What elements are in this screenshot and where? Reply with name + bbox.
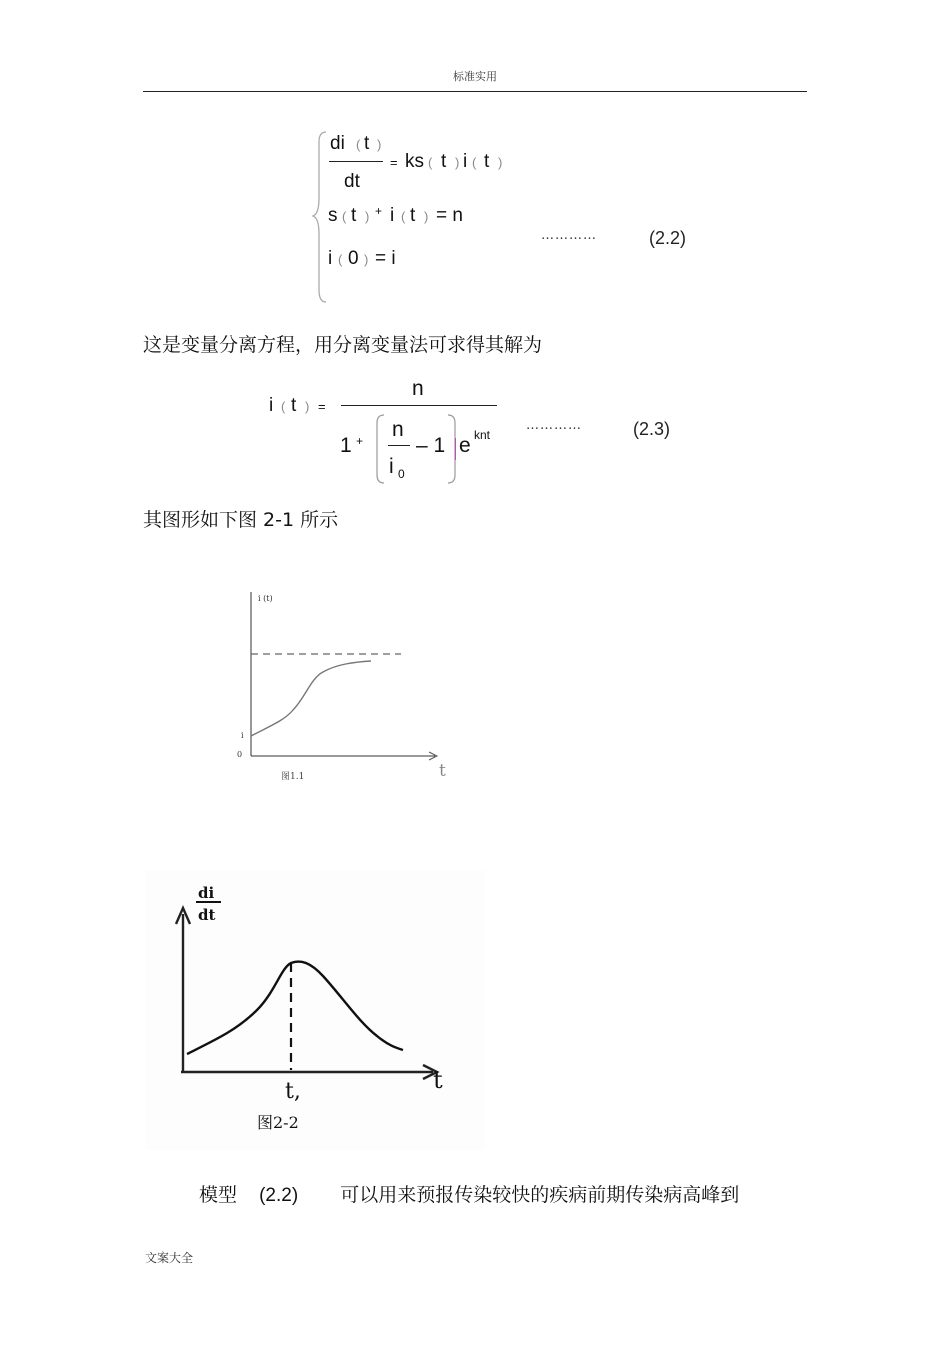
eq22-t: t: [410, 205, 416, 226]
eq23-subscript-0: 0: [398, 467, 405, 481]
eq22-denominator: dt: [344, 171, 360, 192]
eq22-paren: (: [428, 155, 433, 170]
eq22-leader-dots: …………: [541, 228, 597, 243]
eq23-exponent: knt: [474, 428, 491, 442]
eq23-bar-mark: [455, 438, 456, 460]
figure-2-rate-curve: [145, 870, 485, 1150]
eq22-i: i: [390, 205, 395, 226]
eq22-paren: ): [498, 155, 503, 170]
eq22-numerator-di: di: [330, 133, 345, 154]
eq22-number: (2.2): [649, 228, 687, 248]
eq23-inner-fraction-bar: [388, 445, 410, 446]
eq22-equals: =: [390, 155, 398, 170]
eq22-s: s: [328, 205, 338, 226]
eq22-i: i: [463, 151, 468, 172]
eq22-paren: ): [377, 137, 382, 152]
eq23-lhs-i: i: [269, 395, 274, 416]
figure2-peak-label: t,: [285, 1079, 301, 1104]
eq22-zero: 0: [348, 248, 359, 269]
eq22-paren: ): [364, 252, 369, 267]
para3-part3: 可以用来预报传染较快的疾病前期传染病高峰到: [340, 1184, 740, 1206]
figure2-y-label-den: dt: [198, 906, 216, 924]
eq22-plus: +: [375, 204, 383, 218]
eq23-numerator-n: n: [412, 377, 424, 400]
eq23-plus: +: [356, 434, 364, 448]
page-header: 标准实用: [453, 70, 497, 83]
figure2-background: [145, 870, 485, 1150]
eq22-paren: (: [401, 209, 406, 224]
paragraph-figure-ref: 其图形如下图 2-1 所示: [143, 509, 339, 531]
eq22-equals-n: = n: [436, 205, 463, 226]
figure1-y-tick-i: i: [241, 731, 244, 740]
page-footer: 文案大全: [145, 1251, 194, 1265]
figure1-y-label: i (t): [258, 594, 273, 603]
eq22-fraction-bar: [329, 161, 383, 162]
eq22-equals-i: = i: [375, 248, 396, 269]
eq22-t: t: [441, 151, 447, 172]
eq23-paren: (: [281, 399, 286, 414]
eq22-paren: (: [356, 137, 361, 152]
figure1-x-label: t: [439, 761, 446, 781]
eq23-right-paren: [446, 413, 458, 485]
figure-1-logistic-curve: [225, 580, 455, 785]
figure1-origin: 0: [237, 750, 243, 759]
eq22-paren: ): [424, 209, 429, 224]
eq22-paren: ): [365, 209, 370, 224]
header-divider: [143, 91, 807, 92]
paragraph-model-usage: [199, 1180, 739, 1207]
figure2-y-label-num: di: [198, 884, 215, 902]
figure2-caption: 图2-2: [257, 1113, 299, 1132]
eq22-i: i: [328, 248, 333, 269]
eq23-main-fraction-bar: [341, 405, 497, 406]
eq23-lhs-t: t: [291, 395, 297, 416]
figure1-caption: 图1.1: [281, 772, 305, 782]
eq22-t: t: [484, 151, 490, 172]
para3-part1: 模型: [199, 1184, 238, 1206]
eq22-numerator-t: t: [364, 133, 370, 154]
figure2-x-label: t: [433, 1066, 443, 1094]
eq23-e: e: [459, 434, 471, 457]
eq23-paren: ): [305, 399, 310, 414]
eq22-ks: ks: [405, 151, 424, 172]
para3-part2: (2.2): [259, 1185, 299, 1206]
eq22-t: t: [351, 205, 357, 226]
eq23-left-paren: [374, 413, 386, 485]
figure1-curve: [251, 661, 371, 736]
eq23-minus-one: – 1: [416, 434, 446, 457]
paragraph-separation: 这是变量分离方程，用分离变量法可求得其解为: [143, 334, 543, 356]
eq22-paren: (: [342, 209, 347, 224]
eq22-paren: (: [472, 155, 477, 170]
eq23-one: 1: [340, 434, 352, 457]
eq23-leader-dots: …………: [526, 418, 582, 433]
eq23-inner-i: i: [389, 455, 394, 478]
eq22-paren: (: [338, 252, 343, 267]
eq22-paren: ): [455, 155, 460, 170]
eq23-number: (2.3): [633, 419, 671, 439]
eq23-inner-n: n: [392, 418, 404, 441]
eq23-equals: =: [318, 399, 326, 414]
